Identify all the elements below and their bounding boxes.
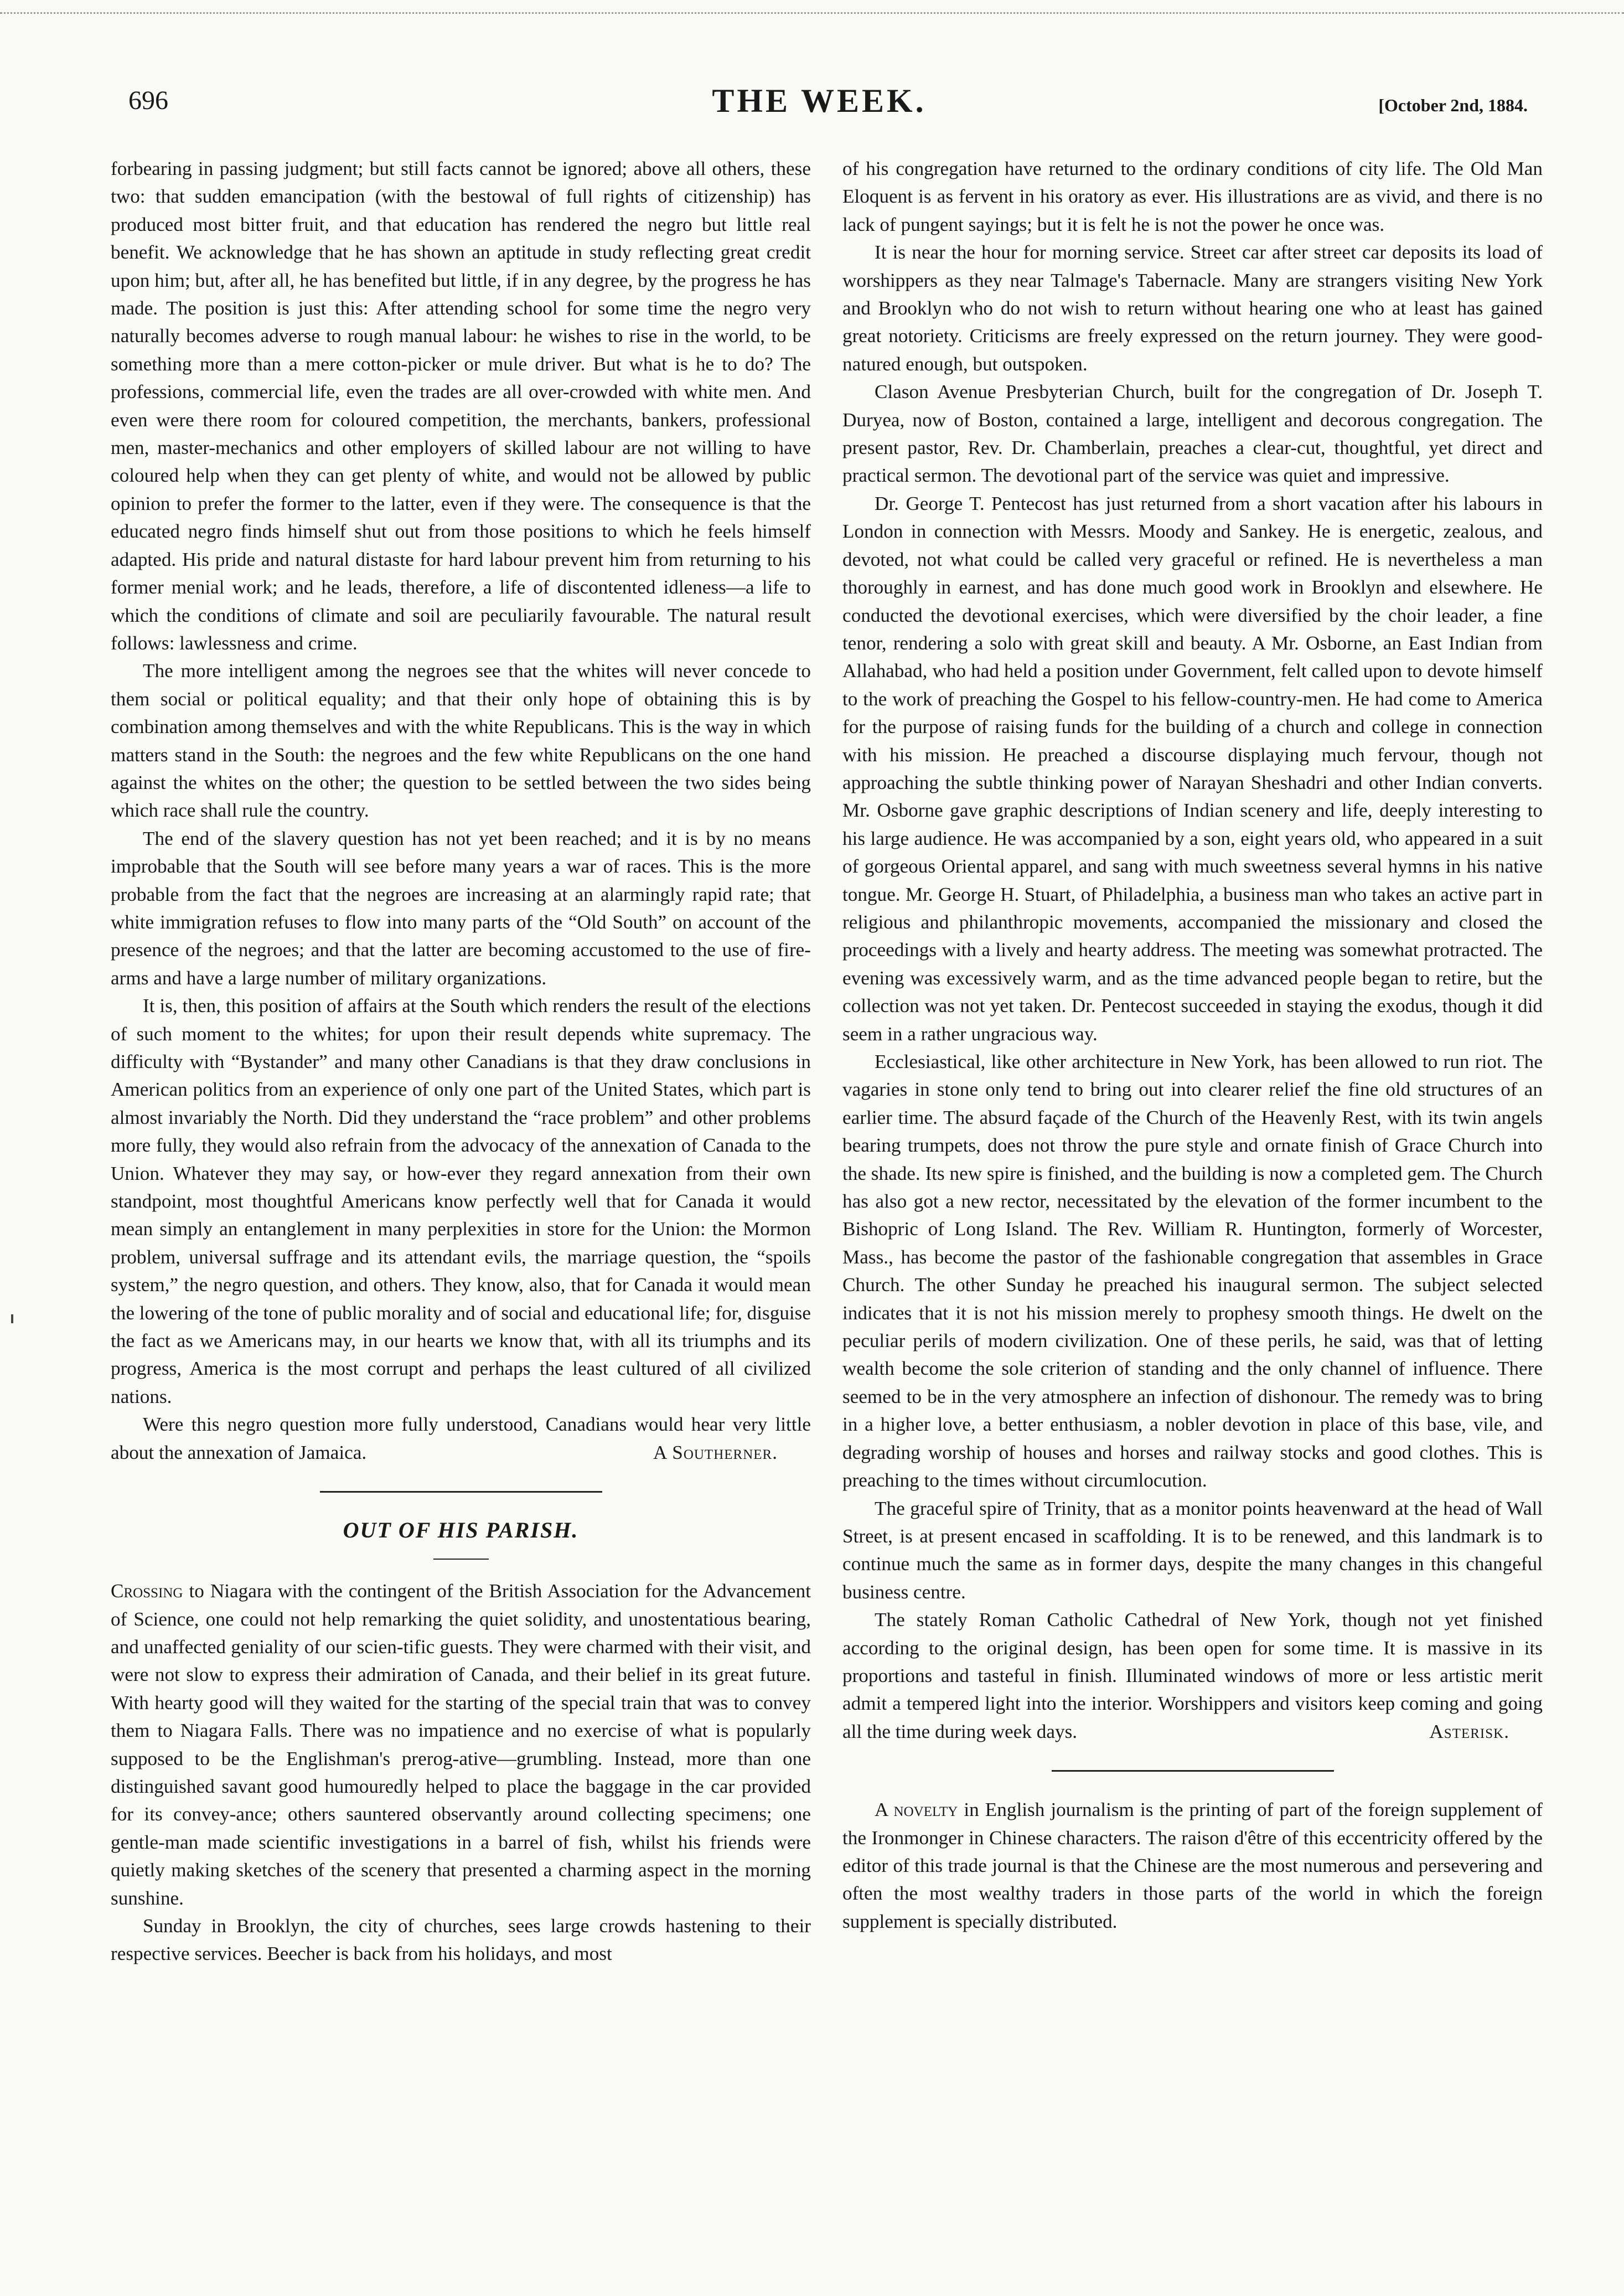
margin-mark	[11, 1314, 13, 1323]
author-signature: A Southerner.	[653, 1441, 778, 1463]
article-paragraph: Ecclesiastical, like other architecture in New York, has been allowed to run riot. The vagaries in stone only tend to bring out into clearer relief the fine old structures of an earlier time. The absurd façade of the Church of the Heavenly Rest, with its twin angels bearing trumpets, does not throw the pure style and ornate finish of Grace Church into the shade. Its new spire is finished, and the building is now a completed gem. The Church has also got a new rector, necessitated by the elevation of the former incumbent to the Bishopric of Long Island. The Rev. William R. Huntington, formerly of Worcester, Mass., has become the pastor of the fashionable congregation that assembles in Grace Church. The other Sunday he preached his inaugural sermon. The subject selected indicates that it is not his mission merely to prophesy smooth things. He dwelt on the peculiar perils of modern civilization. One of these perils, he said, was that of letting wealth become the sole criterion of standing and the only channel of influence. There seemed to be in the very atmosphere an infection of dishonour. The remedy was to bring in a higher love, a better enthusiasm, a nobler devotion in place of this base, vile, and degrading worship of houses and horses and railway stocks and good clothes. This is preaching to the times without circumlocution.	[842, 1051, 1543, 1492]
section-divider	[320, 1491, 602, 1493]
paragraph-text: The stately Roman Catholic Cathedral of New York, though not yet finished according to the original design, has been open for some time. It is massive in its proportions and tasteful in finish. Illuminated windows of more or less artistic merit admit a tempered light into the interior. Worshippers and visitors keep coming and going all the time during week days.	[842, 1609, 1543, 1742]
article-paragraph	[111, 1411, 811, 1467]
lead-word: A novelty	[875, 1799, 958, 1821]
author-signature: Asterisk.	[1429, 1720, 1509, 1742]
article-paragraph: of his congregation have returned to the ordinary conditions of city life. The Old Man Eloquent is as fervent in his oratory as ever. His illustrations are as vivid, and there is no lack of pungent sayings; but it is felt he is not the power he once was.	[842, 158, 1543, 235]
paragraph-text: Were this negro question more fully understood, Canadians would hear very little about the annexation of Jamaica.	[111, 1413, 811, 1463]
article-paragraph: forbearing in passing judgment; but still facts cannot be ignored; above all others, these two: that sudden emancipation (with the bestowal of full rights of citizenship) has produced most bitter fruit, and that education has rendered the negro but little real benefit. We acknowledge that he has shown an aptitude in study reflecting great credit upon him; but, after all, he has benefited but little, if in any degree, by the progress he has made. The position is just this: After attending school for some time the negro very naturally becomes adverse to rough manual labour: he wishes to rise in the world, to be something more than a mere cotton-picker or mule driver. But what is he to do? The professions, commercial life, even the trades are all over-crowded with white men. And even were there room for coloured competition, the merchants, bankers, professional men, master-mechanics and other employers of skilled labour are not willing to have coloured help when they can get plenty of white, and would not be allowed by public opinion to prefer the former to the latter, even if they were. The consequence is that the educated negro finds himself shut out from those positions to which he feels himself adapted. His pride and natural distaste for hard labour prevent him from returning to his former menial work; and he leads, therefore, a life of discontented idleness—a life to which the conditions of climate and soil are peculiarily favourable. The natural result follows: lawlessness and crime.	[111, 158, 811, 654]
article-paragraph: Dr. George T. Pentecost has just returned from a short vacation after his labours in London in connection with Messrs. Moody and Sankey. He is energetic, zealous, and devoted, not what could be called very graceful or refined. He is nevertheless a man thoroughly in earnest, and has done much good work in Brooklyn and elsewhere. He conducted the devotional exercises, which were diversified by the choir leader, a fine tenor, rendering a solo with great skill and beauty. A Mr. Osborne, an East Indian from Allahabad, who had held a position under Government, felt called upon to devote himself to the work of preaching the Gospel to his fellow-country-men. He had come to America for the purpose of raising funds for the building of a church and college in connection with his mission. He preached a discourse displaying much fervour, though not approaching the subtle thinking power of Narayan Sheshadri and other Indian converts. Mr. Osborne gave graphic descriptions of Indian scenery and life, deeply interesting to his large audience. He was accompanied by a son, eight years old, who appeared in a suit of gorgeous Oriental apparel, and sang with much sweetness several hymns in his native tongue. Mr. George H. Stuart, of Philadelphia, a business man who takes an active part in religious and philanthropic movements, accompanied the missionary and closed the proceedings with a lively and hearty address. The meeting was somewhat protracted. The evening was excessively warm, and as the time advanced people began to retire, but the collection was not yet taken. Dr. Pentecost succeeded in staying the exodus, though it did seem in a rather ungracious way.	[842, 492, 1543, 1045]
lead-word: Crossing	[111, 1580, 183, 1602]
masthead-title: THE WEEK.	[712, 82, 927, 119]
article-paragraph: The more intelligent among the negroes see that the whites will never concede to them social or political equality; and that their only hope of obtaining this is by combination among themselves and with the white Republicans. This is the way in which matters stand in the South: the negroes and the few white Republicans on the one hand against the whites on the other; the question to be settled between the two sides being which race shall rule the country.	[111, 660, 811, 822]
article-paragraph: It is, then, this position of affairs at the South which renders the result of the elections of such moment to the whites; for upon their result depends white supremacy. The difficulty with “Bystander” and many other Canadians is that they draw conclusions in American politics from an experience of only one part of the United States, which part is almost invariably the North. Did they understand the “race problem” and other problems more fully, they would also refrain from the advocacy of the annexation of Canada to the Union. Whatever they may say, or how-ever they regard annexation from their own standpoint, most thoughtful Americans know perfectly well that for Canada it would mean simply an entanglement in many perplexities in store for the Union: the Mormon problem, universal suffrage and its attendant evils, the marriage question, the “spoils system,” the negro question, and others. They know, also, that for Canada it would mean the lowering of the tone of public morality and of social and educational life; for, disguise the fact as we Americans may, in our hearts we know that, with all its triumphs and its progress, America is the most corrupt and perhaps the least cultured of all civilized nations.	[111, 995, 811, 1407]
section-divider	[1052, 1770, 1334, 1772]
article-paragraph: Sunday in Brooklyn, the city of churches, sees large crowds hastening to their respective services. Beecher is back from his holidays, and most	[111, 1915, 811, 1965]
paragraph-text: to Niagara with the contingent of the British Association for the Advancement of Science, one could not help remarking the quiet solidity, and unostentatious bearing, and unaffected geniality of our scien-tific guests. They were charmed with their visit, and were not slow to express their admiration of Canada, and their belief in its great future. With hearty good will they waited for the starting of the special train that was to convey them to Niagara Falls. There was no impatience and no exercise of what is popularly supposed to be the Englishman's prerog-ative—grumbling. Instead, more than one distinguished savant good humouredly helped to place the baggage in the car provided for its convey-ance; others sauntered observantly around collecting specimens; one gentle-man made scientific investigations in a barrel of fish, whilst his friends were quietly making sketches of the scenery that presented a charming aspect in the morning sunshine.	[111, 1580, 811, 1909]
article-paragraph: Clason Avenue Presbyterian Church, built for the congregation of Dr. Joseph T. Duryea, now of Boston, contained a large, intelligent and decorous congregation. The present pastor, Rev. Dr. Chamberlain, preaches a clear-cut, thoughtful, yet direct and practical sermon. The devotional part of the service was quiet and impressive.	[842, 381, 1543, 487]
top-edge-rule	[0, 0, 1624, 14]
section-title: OUT OF HIS PARISH.	[343, 1518, 579, 1543]
article-paragraph: The end of the slavery question has not yet been reached; and it is by no means improbable that the South will see before many years a war of races. This is the more probable from the fact that the negroes are increasing at an alarmingly rapid rate; that white immigration refuses to flow into many parts of the “Old South” on account of the presence of the negroes; and that the latter are becoming accustomed to the use of fire-arms and have a large number of military organizations.	[111, 827, 811, 989]
article-paragraph	[842, 1606, 1543, 1746]
page-number: 696	[128, 86, 168, 115]
article-paragraph: It is near the hour for morning service. Street car after street car deposits its load of worshippers as they near Talmage's Tabernacle. Many are strangers visiting New York and Brooklyn who do not wish to return without hearing one who at least has gained great notoriety. Criticisms are freely expressed on the return journey. They were good-natured enough, but outspoken.	[842, 241, 1543, 375]
right-column	[842, 155, 1543, 1936]
article-paragraph	[842, 1796, 1543, 1936]
article-paragraph: The graceful spire of Trinity, that as a monitor points heavenward at the head of Wall Street, is at present encased in scaffolding. It is to be renewed, and this landmark is to continue much the same as in former days, despite the many changes in this changeful business centre.	[842, 1497, 1543, 1603]
article-paragraph	[111, 1577, 811, 1912]
issue-date: [October 2nd, 1884.	[1378, 95, 1528, 115]
left-column	[111, 155, 811, 1968]
title-underline	[433, 1559, 489, 1560]
paragraph-text: in English journalism is the printing of part of the foreign supplement of the Ironmonger in Chinese characters. The raison d'être of this eccentricity offered by the editor of this trade journal is that the Chinese are the most numerous and persevering and often the most wealthy traders in those parts of the world in which the foreign supplement is specially distributed.	[842, 1799, 1543, 1932]
page-header	[111, 82, 1528, 126]
